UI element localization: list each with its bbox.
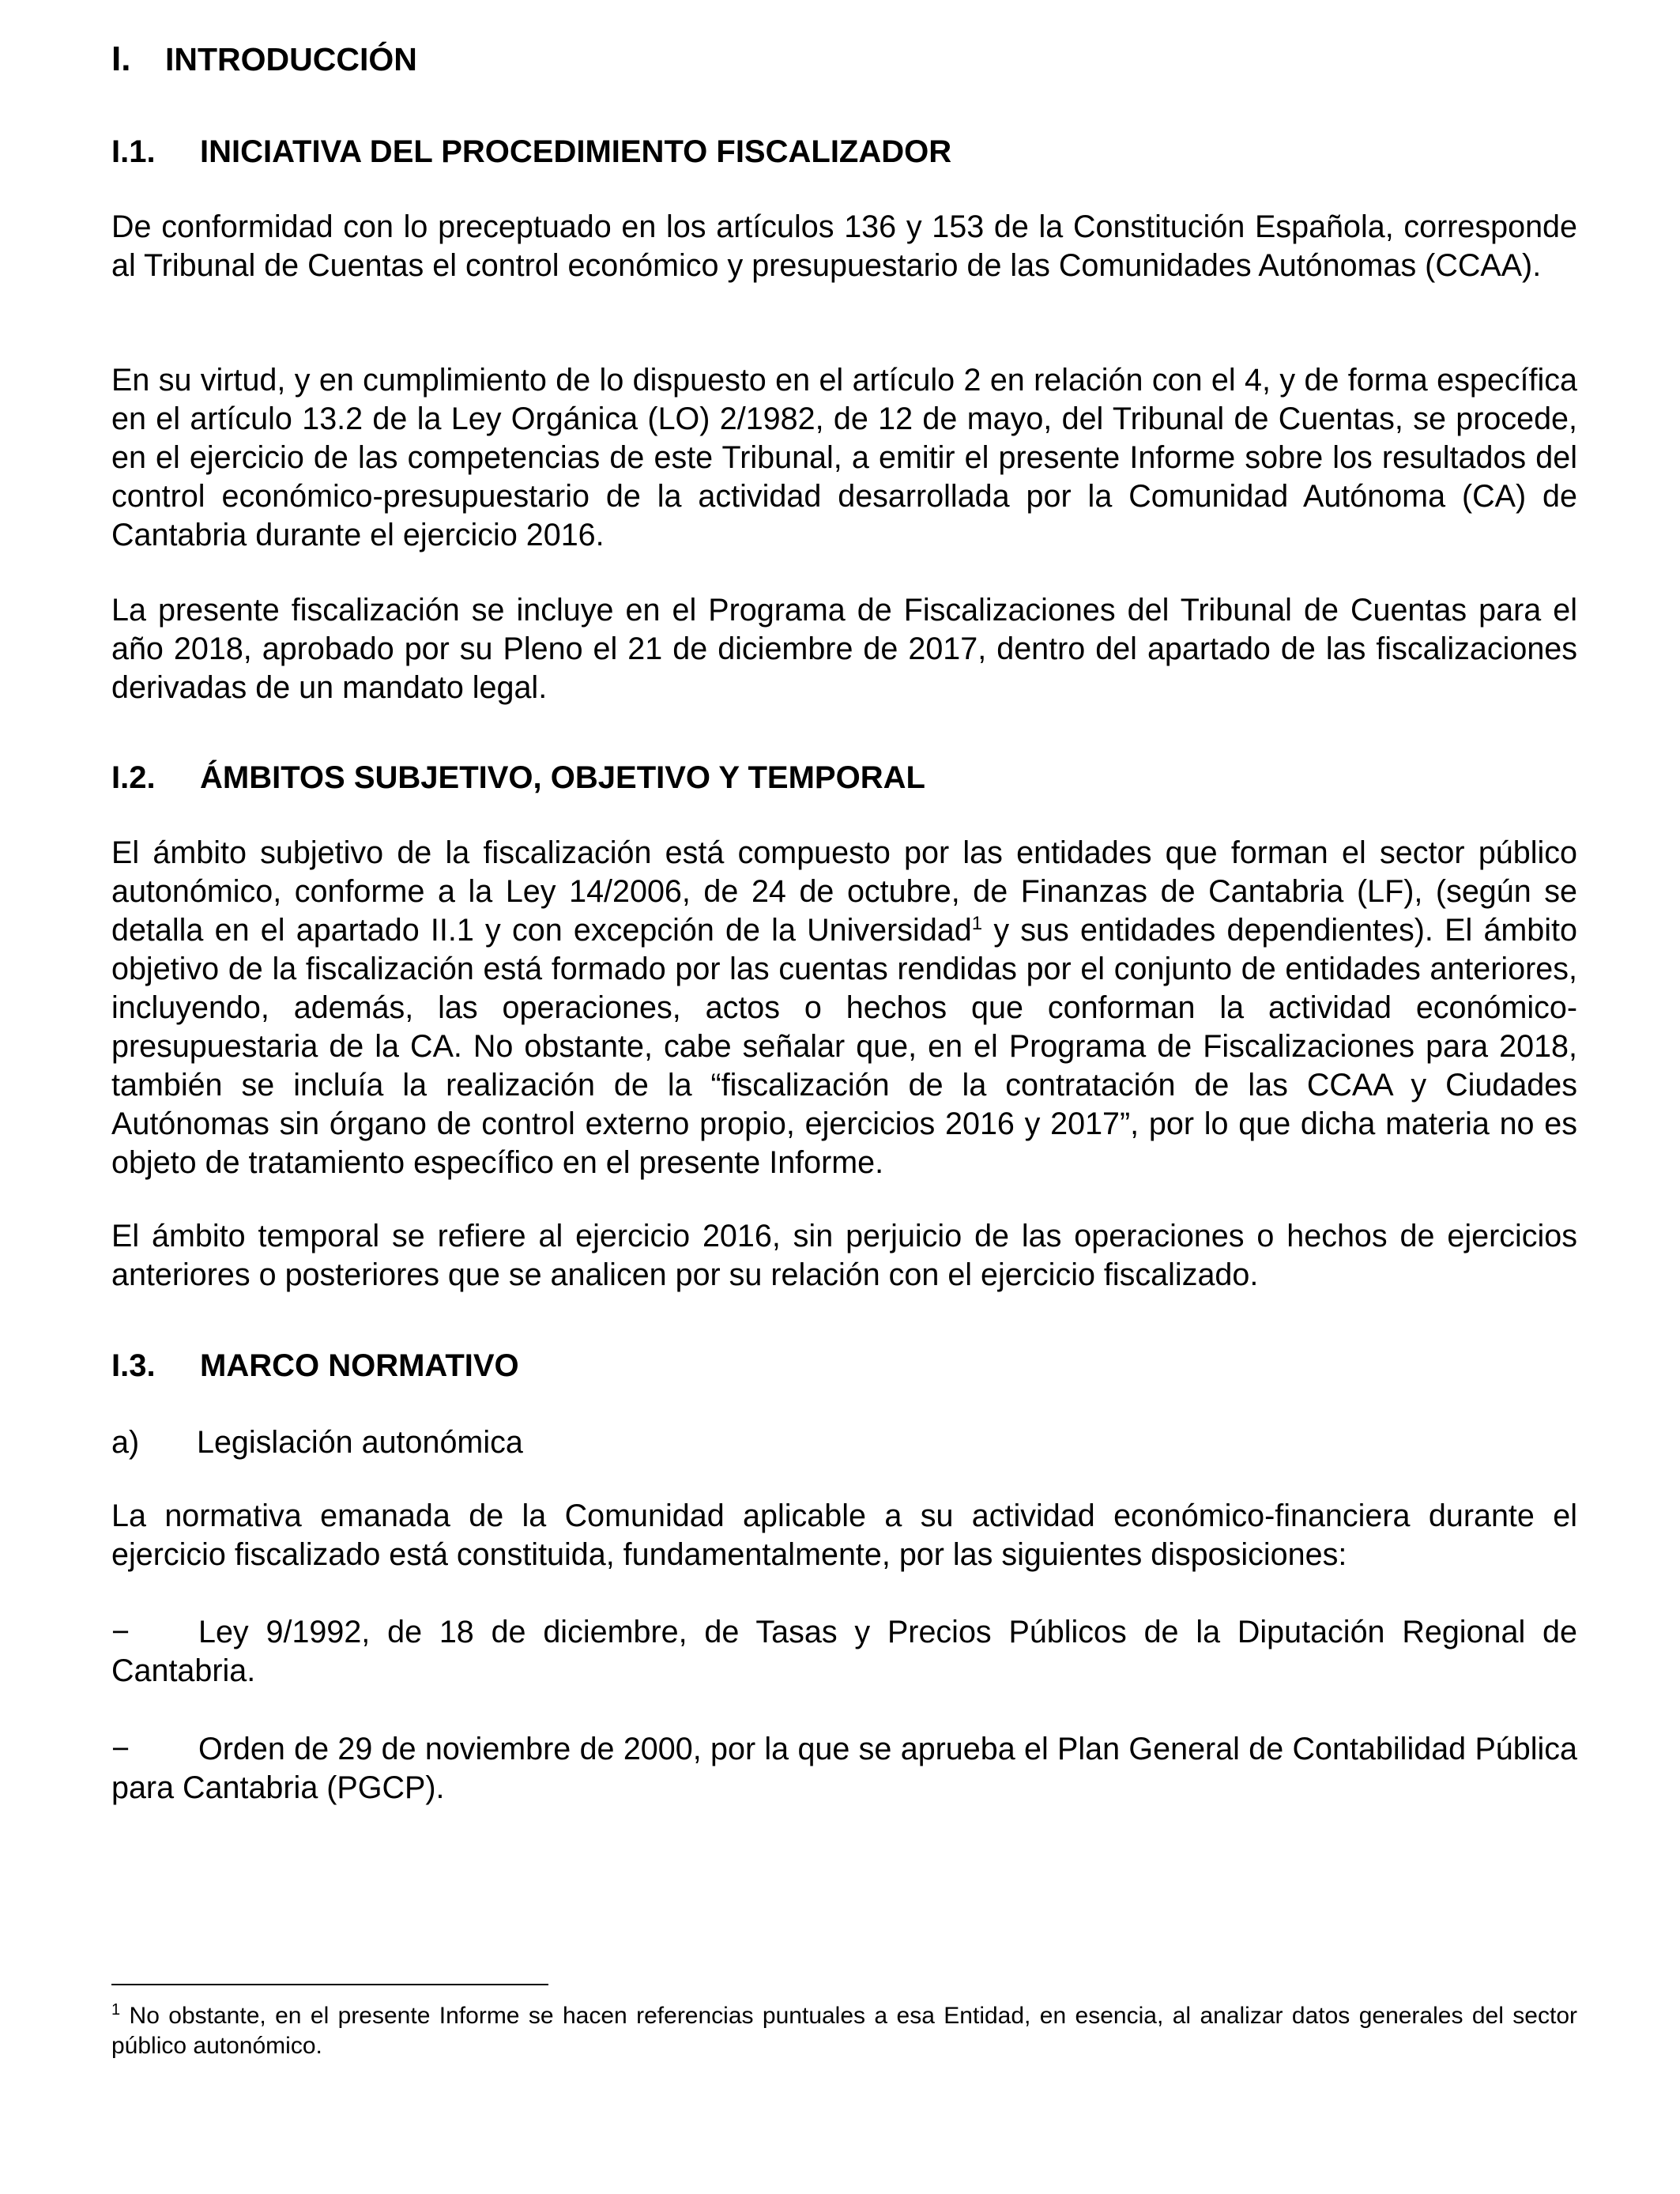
list-item	[111, 1613, 1577, 1691]
subsection-title: Legislación autonómica	[197, 1425, 523, 1460]
section-title: INICIATIVA DEL PROCEDIMIENTO FISCALIZADOR	[200, 134, 952, 169]
footnote-reference: 1	[971, 912, 983, 934]
paragraph-text: El ámbito subjetivo de la fiscalización está compuesto por las entidades que forman el sector público autonómico, conforme a la Ley 14/2006, de 24 de octubre, de Finanzas de Cantabria (LF), (según se detalla en el apartado II.1 y con excepción de la Universidad	[111, 835, 1577, 948]
footnote	[111, 2001, 1577, 2061]
dash-bullet: −	[111, 1732, 130, 1766]
section-heading-2	[111, 760, 925, 796]
section-heading-3	[111, 1348, 519, 1384]
paragraph	[111, 834, 1577, 1182]
chapter-number: I.	[111, 40, 131, 78]
chapter-heading	[111, 40, 417, 79]
list-item-text: Orden de 29 de noviembre de 2000, por la que se aprueba el Plan General de Contabilidad Pública para Cantabria (PGCP).	[111, 1732, 1577, 1805]
footnote-number: 1	[111, 2001, 121, 2019]
footnote-text: No obstante, en el presente Informe se hacen referencias puntuales a esa Entidad, en esencia, al analizar datos generales del sector público autonómico.	[111, 2003, 1577, 2059]
paragraph: De conformidad con lo preceptuado en los artículos 136 y 153 de la Constitución Española, corresponde al Tribunal de Cuentas el control económico y presupuestario de las Comunidades Autónomas (CCAA).	[111, 209, 1577, 283]
paragraph: La normativa emanada de la Comunidad aplicable a su actividad económico-financiera durante el ejercicio fiscalizado está constituida, fundamentalmente, por las siguientes disposiciones:	[111, 1498, 1577, 1572]
chapter-title: INTRODUCCIÓN	[165, 41, 417, 77]
section-number: I.1.	[111, 134, 156, 169]
paragraph-text: y sus entidades dependientes). El ámbito objetivo de la fiscalización está formado por las cuentas rendidas por el conjunto de entidades anteriores, incluyendo, además, las operaciones, actos o hechos que conforman la actividad económico-presupuestaria de la CA. No obstante, cabe señalar que, en el Programa de Fiscalizaciones para 2018, también se incluía la realización de la “fiscalización de la contratación de las CCAA y Ciudades Autónomas sin órgano de control externo propio, ejercicios 2016 y 2017”, por lo que dicha materia no es objeto de tratamiento específico en el presente Informe.	[111, 913, 1577, 1180]
subsection-heading	[111, 1425, 523, 1461]
footnote-separator	[111, 1984, 548, 1985]
dash-bullet: −	[111, 1615, 130, 1649]
section-number: I.2.	[111, 760, 156, 795]
section-title: ÁMBITOS SUBJETIVO, OBJETIVO Y TEMPORAL	[200, 760, 925, 795]
section-number: I.3.	[111, 1348, 156, 1383]
paragraph: En su virtud, y en cumplimiento de lo dispuesto en el artículo 2 en relación con el 4, y de forma específica en el artículo 13.2 de la Ley Orgánica (LO) 2/1982, de 12 de mayo, del Tribunal de Cuentas, se procede, en el ejercicio de las competencias de este Tribunal, a emitir el presente Informe sobre los resultados del control económico-presupuestario de la actividad desarrollada por la Comunidad Autónoma (CA) de Cantabria durante el ejercicio 2016.	[111, 363, 1577, 552]
paragraph: El ámbito temporal se refiere al ejercicio 2016, sin perjuicio de las operaciones o hechos de ejercicios anteriores o posteriores que se analicen por su relación con el ejercicio fiscalizado.	[111, 1219, 1577, 1292]
subsection-number: a)	[111, 1425, 140, 1460]
section-title: MARCO NORMATIVO	[200, 1348, 519, 1383]
section-heading-1	[111, 134, 951, 170]
list-item-text: Ley 9/1992, de 18 de diciembre, de Tasas y Precios Públicos de la Diputación Regional de Cantabria.	[111, 1615, 1577, 1688]
list-item	[111, 1730, 1577, 1808]
paragraph: La presente fiscalización se incluye en el Programa de Fiscalizaciones del Tribunal de Cuentas para el año 2018, aprobado por su Pleno el 21 de diciembre de 2017, dentro del apartado de las fiscalizaciones derivadas de un mandato legal.	[111, 593, 1577, 705]
